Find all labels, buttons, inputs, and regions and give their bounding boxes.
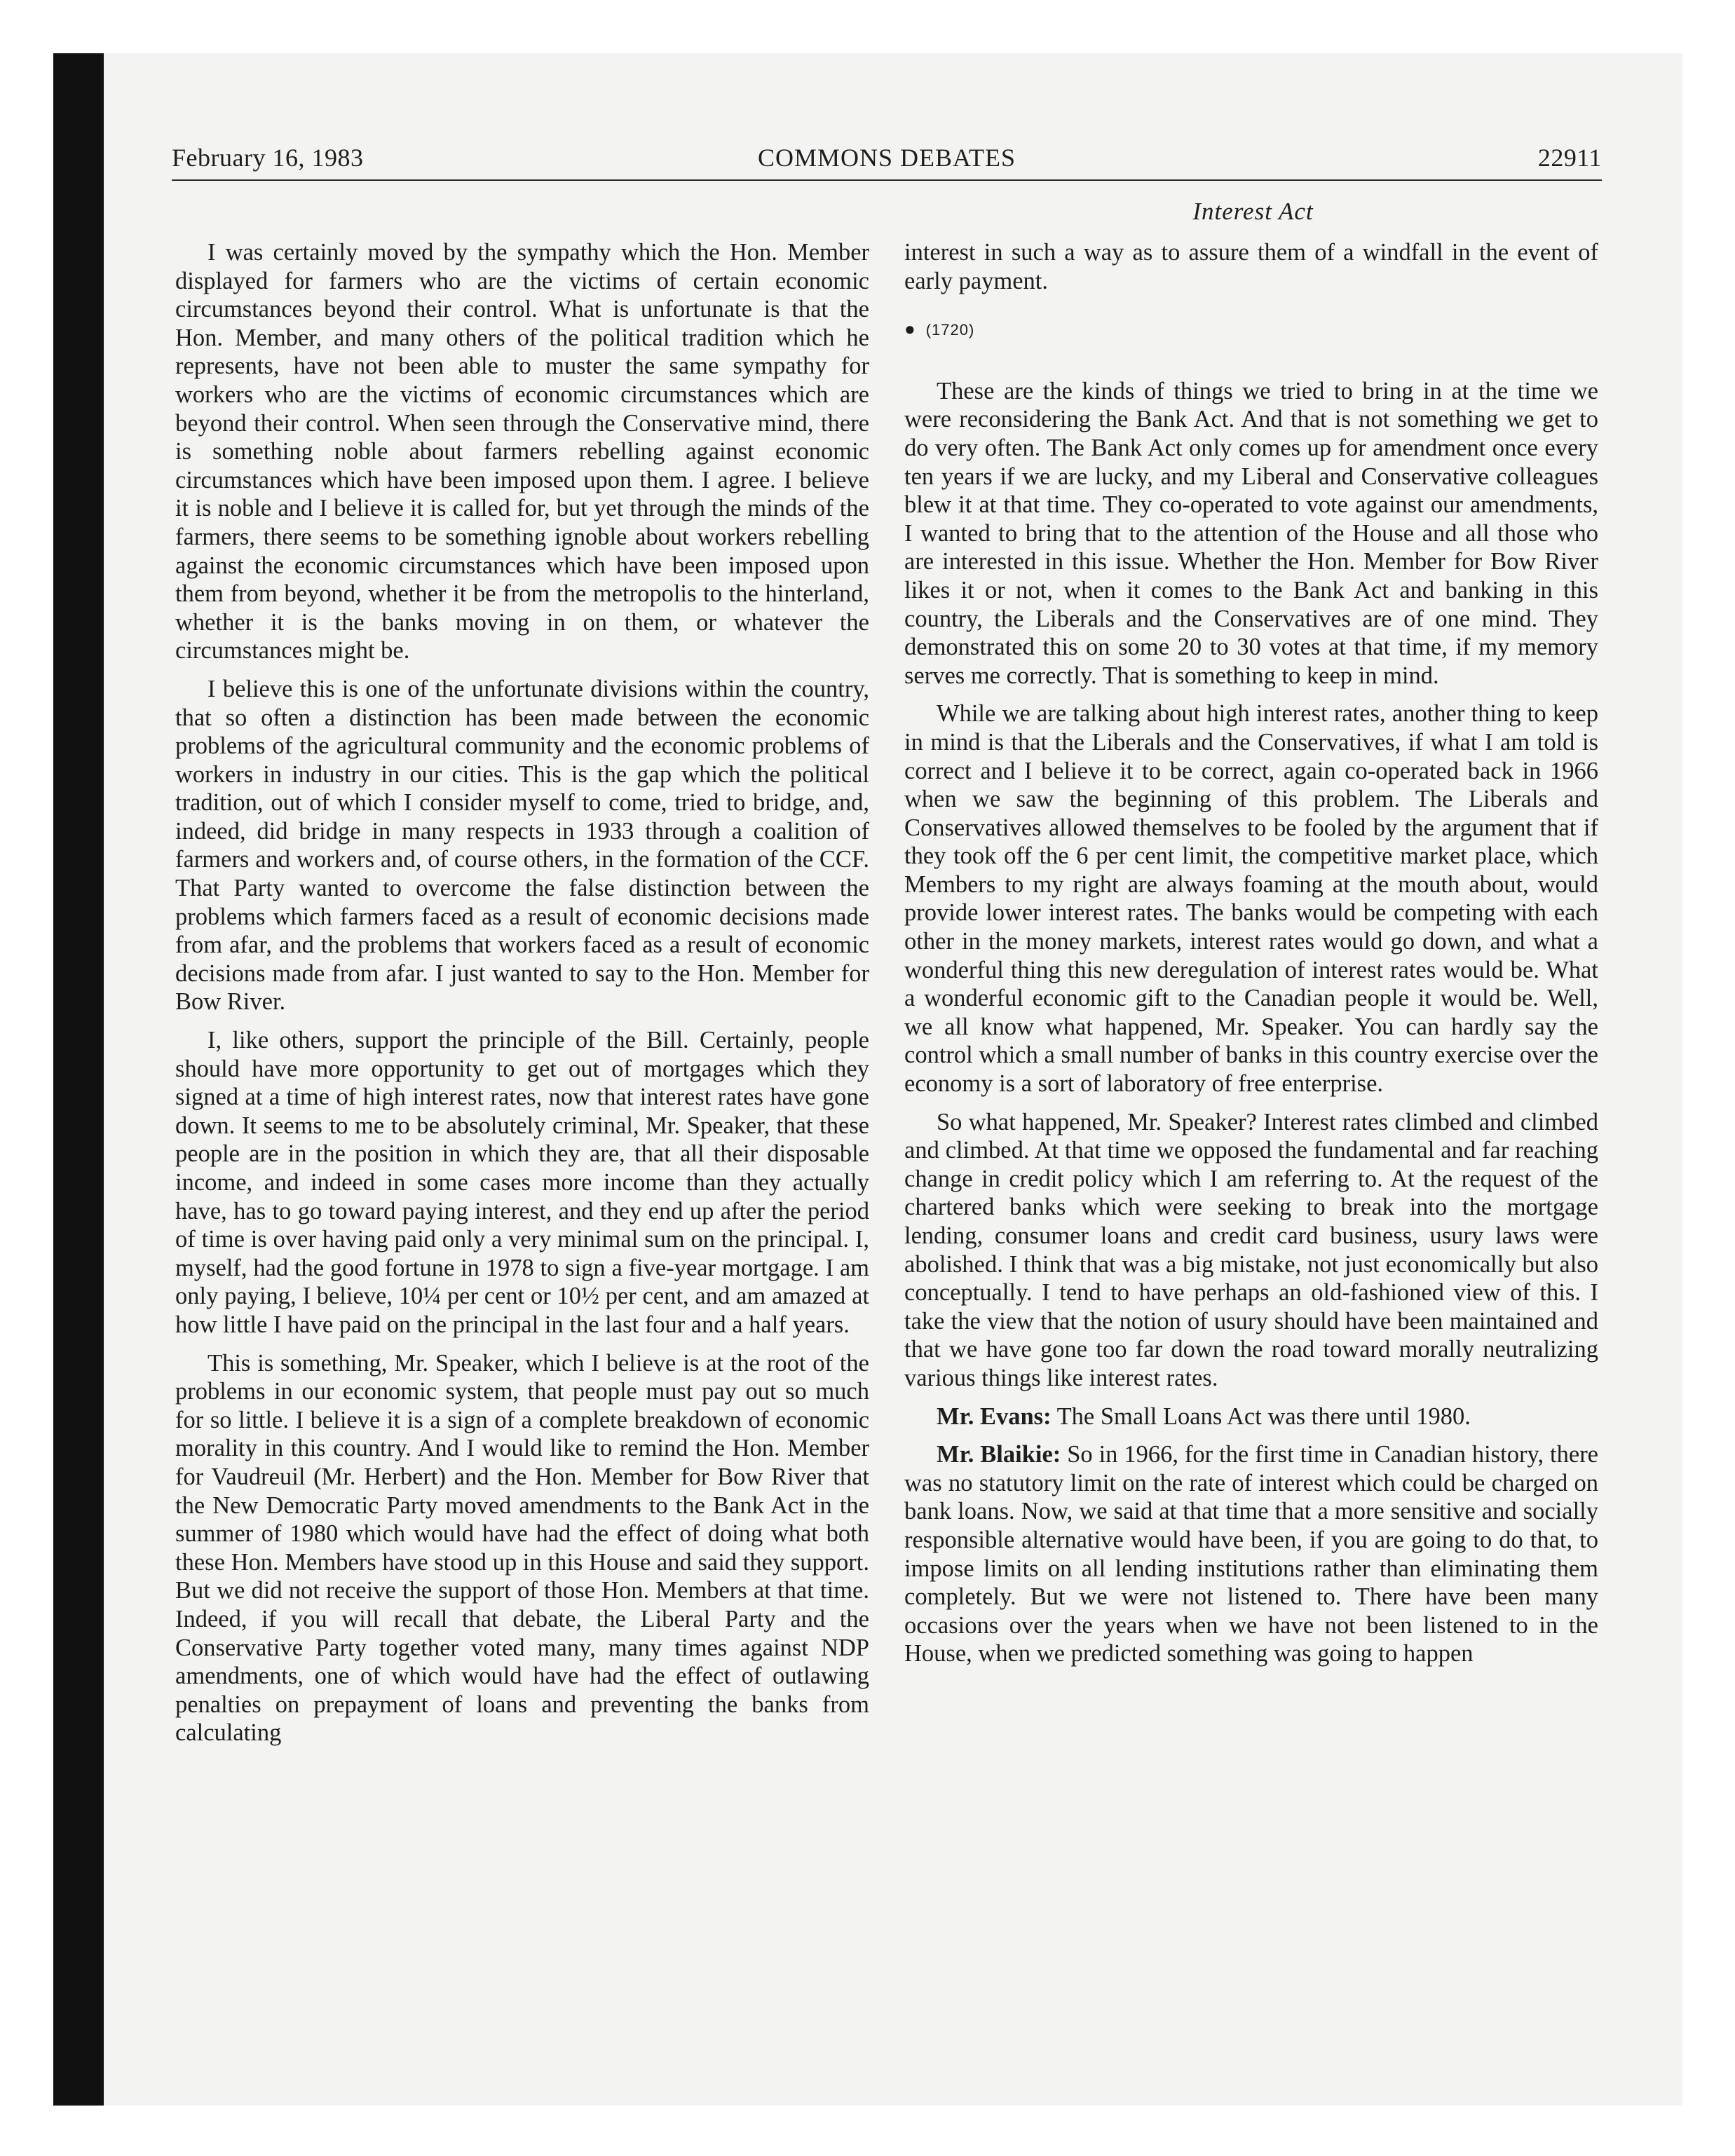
- speaker-name: Mr. Blaikie:: [937, 1441, 1061, 1468]
- header-rule: [172, 179, 1602, 181]
- binding-edge: [53, 53, 104, 2106]
- subject-heading: Interest Act: [1192, 198, 1314, 225]
- time-marker: [904, 315, 1598, 345]
- paragraph: I believe this is one of the unfortunate divisions within the country, that so often a distinction has been made between the economic problems of the agricultural community and the economic problems of workers in industry in our cities. This is the gap which the political tradition, out of which I consider myself to come, tried to bridge, and, indeed, did bridge in many respects in 1933 through a coalition of farmers and workers and, of course others, in the formation of the CCF. That Party wanted to overcome the false distinction between the problems which farmers faced as a result of economic decisions made from afar, and the problems that workers faced as a result of economic decisions made from afar. I just wanted to say to the Hon. Member for Bow River.: [175, 675, 869, 1016]
- running-header: [172, 143, 1602, 181]
- left-column: [175, 238, 869, 1757]
- speech: [904, 1440, 1598, 1668]
- right-column: [904, 238, 1598, 1678]
- bullet-icon: ●: [904, 318, 916, 340]
- paragraph: I was certainly moved by the sympathy which the Hon. Member displayed for farmers who are the victims of certain economic circumstances beyond their control. What is unfortunate is that the Hon. Member, and many others of the political tradition which he represents, have not been able to muster the same sympathy for workers who are the victims of economic circumstances which are beyond their control. When seen through the Conservative mind, there is something noble about farmers rebelling against economic circumstances which have been imposed upon them. I agree. I believe it is noble and I believe it is called for, but yet through the minds of the farmers, there seems to be something ignoble about workers rebelling against the economic circumstances which have been imposed upon them from beyond, whether it be from the metropolis to the hinterland, whether it is the banks moving in on them, or whatever the circumstances might be.: [175, 239, 869, 664]
- paragraph: I, like others, support the principle of the Bill. Certainly, people should have more opportunity to get out of mortgages which they signed at a time of high interest rates, now that interest rates have gone down. It seems to me to be absolutely criminal, Mr. Speaker, that these people are in the position in which they are, that all their disposable income, and indeed in some cases more income than they actually have, has to go toward paying interest, and they end up after the period of time is over having paid only a very minimal sum on the principal. I, myself, had the good fortune in 1978 to sign a five-year mortgage. I am only paying, I believe, 10¼ per cent or 10½ per cent, and am amazed at how little I have paid on the principal in the last four and a half years.: [175, 1027, 869, 1338]
- paragraph: This is something, Mr. Speaker, which I believe is at the root of the problems in our economic system, that people must pay out so much for so little. I believe it is a sign of a complete breakdown of economic morality in this country. And I would like to remind the Hon. Member for Vaudreuil (Mr. Herbert) and the Hon. Member for Bow River that the New Democratic Party moved amendments to the Bank Act in the summer of 1980 which would have had the effect of doing what both these Hon. Members have stood up in this House and said they support. But we did not receive the support of those Hon. Members at that time. Indeed, if you will recall that debate, the Liberal Party and the Conservative Party together voted many, many times against NDP amendments, one of which would have had the effect of outlawing penalties on prepayment of loans and preventing the banks from calculating: [175, 1349, 869, 1747]
- header-date: February 16, 1983: [172, 144, 364, 172]
- paragraph: So what happened, Mr. Speaker? Interest rates climbed and climbed and climbed. At that time we opposed the fundamental and far reaching change in credit policy which I am referring to. At the request of the chartered banks which were seeking to break into the mortgage lending, consumer loans and credit card business, usury laws were abolished. I think that was a big mistake, not just economically but also conceptually. I tend to have perhaps an old-fashioned view of this. I take the view that the notion of usury should have been maintained and that we have gone too far down the road toward morally neutralizing various things like interest rates.: [904, 1108, 1598, 1391]
- paragraph: These are the kinds of things we tried to bring in at the time we were reconsidering the Bank Act. And that is not something we get to do very often. The Bank Act only comes up for amendment once every ten years if we are lucky, and my Liberal and Conservative colleagues blew it at that time. They co-operated to vote against our amendments, I wanted to bring that to the attention of the House and all those who are interested in this issue. Whether the Hon. Member for Bow River likes it or not, when it comes to the Bank Act and banking in this country, the Liberals and the Conservatives are of one mind. They demonstrated this on some 20 to 30 votes at that time, if my memory serves me correctly. That is something to keep in mind.: [904, 377, 1598, 689]
- interjection: [904, 1403, 1598, 1431]
- header-title: COMMONS DEBATES: [757, 144, 1016, 172]
- speech-text: The Small Loans Act was there until 1980.: [1056, 1403, 1471, 1430]
- paragraph-continuation: interest in such a way as to assure them of a windfall in the event of early payment.: [904, 239, 1598, 294]
- header-page-number: 22911: [1537, 144, 1602, 172]
- time-marker-label: (1720): [925, 321, 975, 339]
- speech-text: So in 1966, for the first time in Canadian history, there was no statutory limit on the rate of interest which could be charged on bank loans. Now, we said at that time that a more sensitive and socially responsible alternative would have been, if you are going to do that, to impose limits on all lending institutions rather than eliminating them completely. But we were not listened to. There have been many occasions over the years when we have not been listened to in the House, when we predicted something was going to happen: [904, 1441, 1598, 1667]
- paragraph: While we are talking about high interest rates, another thing to keep in mind is that the Liberals and the Conservatives, if what I am told is correct and I believe it to be correct, again co-operated back in 1966 when we saw the beginning of this problem. The Liberals and Conservatives allowed themselves to be fooled by the argument that if they took off the 6 per cent limit, the competitive market place, which Members to my right are always foaming at the mouth about, would provide lower interest rates. The banks would be competing with each other in the money markets, interest rates would go down, and what a wonderful thing this new deregulation of interest rates would be. What a wonderful economic gift to the Canadian people it would be. Well, we all know what happened, Mr. Speaker. You can hardly say the control which a small number of banks in this country exercise over the economy is a sort of laboratory of free enterprise.: [904, 700, 1598, 1098]
- speaker-name: Mr. Evans:: [937, 1403, 1052, 1430]
